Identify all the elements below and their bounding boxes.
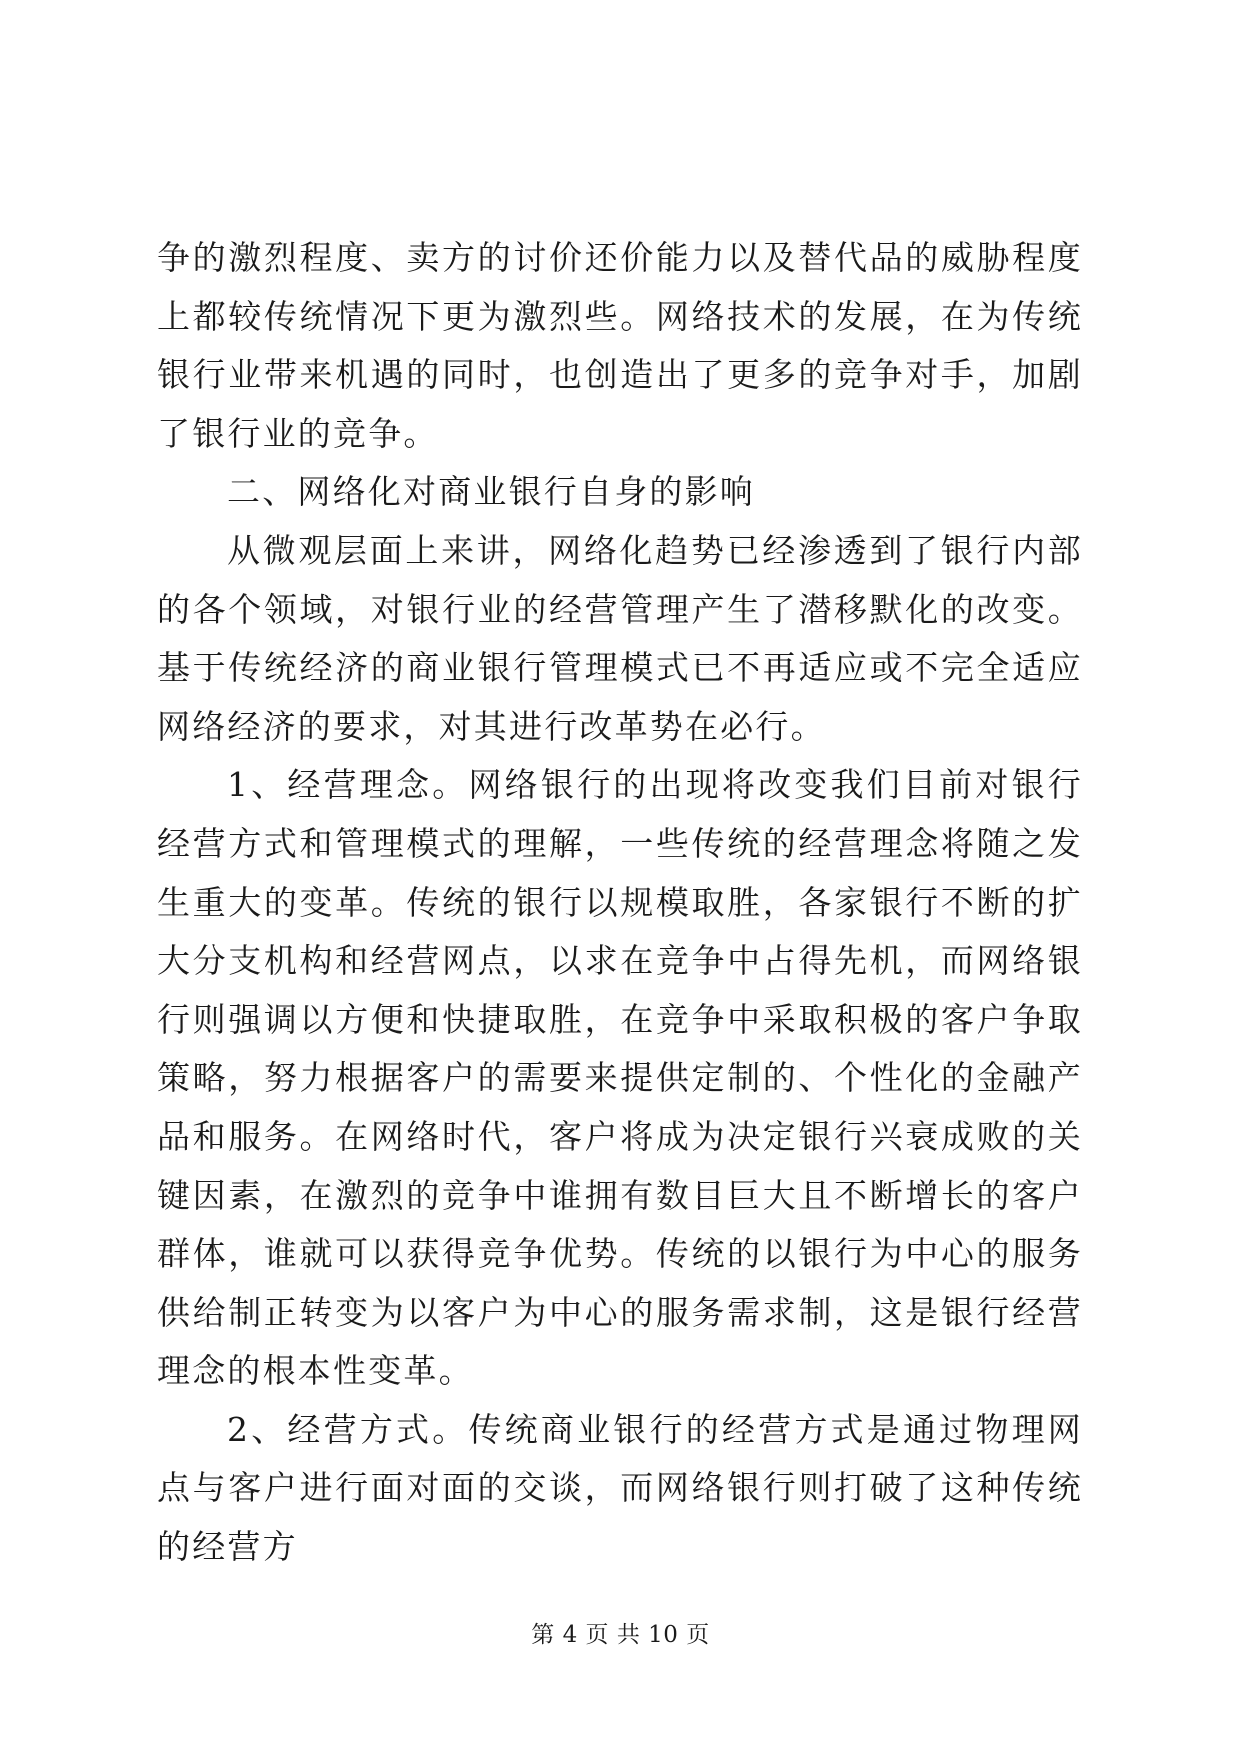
paragraph-business-method: 2、经营方式。传统商业银行的经营方式是通过物理网点与客户进行面对面的交谈，而网络银行则打破了这种传统的经营方	[157, 1409, 1083, 1567]
document-body	[157, 229, 1083, 1577]
paragraph-intro: 从微观层面上来讲，网络化趋势已经渗透到了银行内部的各个领域，对银行业的经营管理产生了潜移默化的改变。基于传统经济的商业银行管理模式已不再适应或不完全适应网络经济的要求，对其进行改革势在必行。	[157, 530, 1083, 746]
paragraph-business-philosophy: 1、经营理念。网络银行的出现将改变我们目前对银行经营方式和管理模式的理解，一些传统的经营理念将随之发生重大的变革。传统的银行以规模取胜，各家银行不断的扩大分支机构和经营网点，以求在竞争中占得先机，而网络银行则强调以方便和快捷取胜，在竞争中采取积极的客户争取策略，努力根据客户的需要来提供定制的、个性化的金融产品和服务。在网络时代，客户将成为决定银行兴衰成败的关键因素，在激烈的竞争中谁拥有数目巨大且不断增长的客户群体，谁就可以获得竞争优势。传统的以银行为中心的服务供给制正转变为以客户为中心的服务需求制，这是银行经营理念的根本性变革。	[157, 765, 1083, 1391]
paragraph-continuation: 争的激烈程度、卖方的讨价还价能力以及替代品的威胁程度上都较传统情况下更为激烈些。网络技术的发展，在为传统银行业带来机遇的同时，也创造出了更多的竞争对手，加剧了银行业的竞争。	[157, 238, 1083, 453]
page-number-footer: 第 4 页 共 10 页	[531, 1622, 710, 1648]
section-heading: 二、网络化对商业银行自身的影响	[227, 472, 755, 512]
